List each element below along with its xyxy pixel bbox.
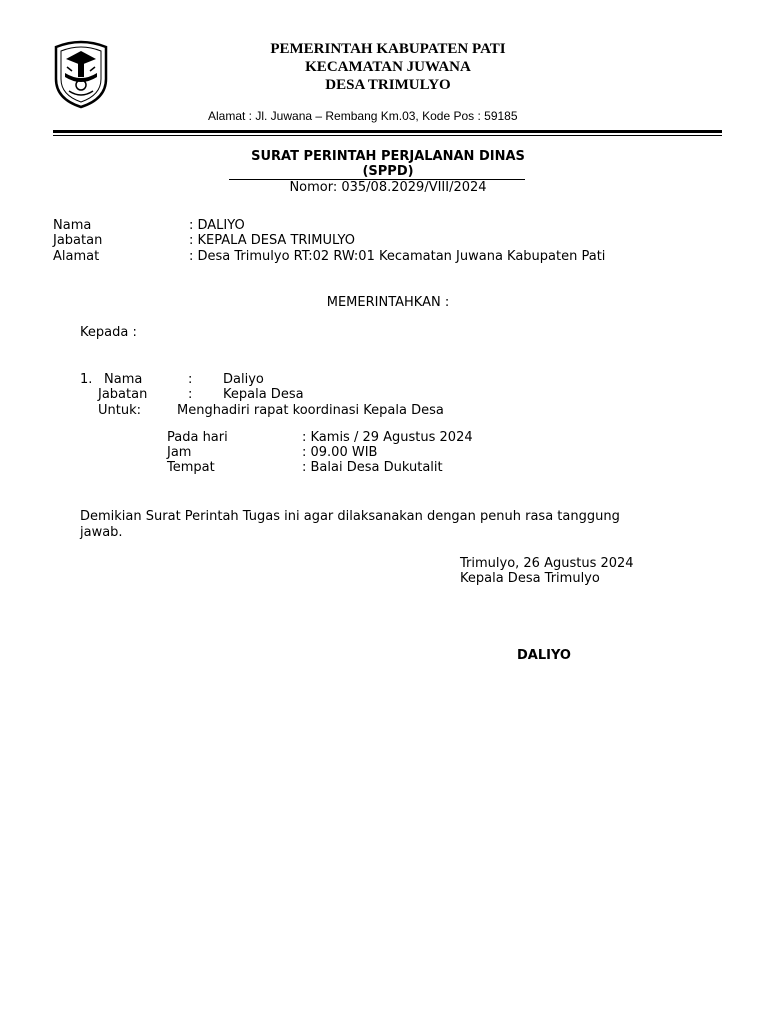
assignee-name-value: Daliyo — [223, 372, 264, 387]
recipient-label: Kepada : — [80, 325, 137, 340]
letterhead-divider-thin — [53, 135, 722, 136]
schedule-place-label: Tempat — [167, 460, 215, 475]
order-heading: MEMERINTAHKAN : — [326, 295, 450, 310]
issuer-position-label: Jabatan — [53, 233, 103, 248]
assignee-position-value: Kepala Desa — [223, 387, 304, 402]
issuer-address-value: : Desa Trimulyo RT:02 RW:01 Kecamatan Juwana Kabupaten Pati — [189, 249, 606, 264]
document-number: Nomor: 035/08.2029/VIII/2024 — [289, 180, 487, 195]
pati-regency-crest-icon — [52, 39, 110, 109]
signatory-name: DALIYO — [517, 648, 571, 663]
signature-place-date: Trimulyo, 26 Agustus 2024 — [460, 556, 634, 571]
assignee-position-colon: : — [188, 387, 193, 402]
closing-line-1: Demikian Surat Perintah Tugas ini agar dilaksanakan dengan penuh rasa tanggung — [80, 509, 620, 524]
assignee-purpose-value: Menghadiri rapat koordinasi Kepala Desa — [177, 403, 444, 418]
issuer-name-label: Nama — [53, 218, 92, 233]
issuer-address-label: Alamat — [53, 249, 100, 264]
assignee-position-label: Jabatan — [98, 387, 148, 402]
signature-position: Kepala Desa Trimulyo — [460, 571, 600, 586]
assignee-number: 1. — [80, 372, 93, 387]
schedule-day-value: : Kamis / 29 Agustus 2024 — [302, 430, 473, 445]
district-name: KECAMATAN JUWANA — [305, 59, 471, 75]
schedule-day-label: Pada hari — [167, 430, 228, 445]
document-title: SURAT PERINTAH PERJALANAN DINAS — [251, 149, 525, 164]
assignee-purpose-label: Untuk: — [98, 403, 141, 418]
closing-line-2: jawab. — [80, 525, 123, 540]
government-name: PEMERINTAH KABUPATEN PATI — [270, 41, 506, 57]
letterhead-divider-thick — [53, 130, 722, 133]
schedule-place-value: : Balai Desa Dukutalit — [302, 460, 443, 475]
schedule-time-value: : 09.00 WIB — [302, 445, 378, 460]
assignee-name-label: Nama — [104, 372, 143, 387]
office-address: Alamat : Jl. Juwana – Rembang Km.03, Kode Pos : 59185 — [208, 109, 518, 123]
document-abbreviation: (SPPD) — [362, 164, 414, 179]
village-name: DESA TRIMULYO — [325, 77, 451, 93]
issuer-position-value: : KEPALA DESA TRIMULYO — [189, 233, 355, 248]
schedule-time-label: Jam — [167, 445, 192, 460]
issuer-name-value: : DALIYO — [189, 218, 245, 233]
assignee-name-colon: : — [188, 372, 193, 387]
